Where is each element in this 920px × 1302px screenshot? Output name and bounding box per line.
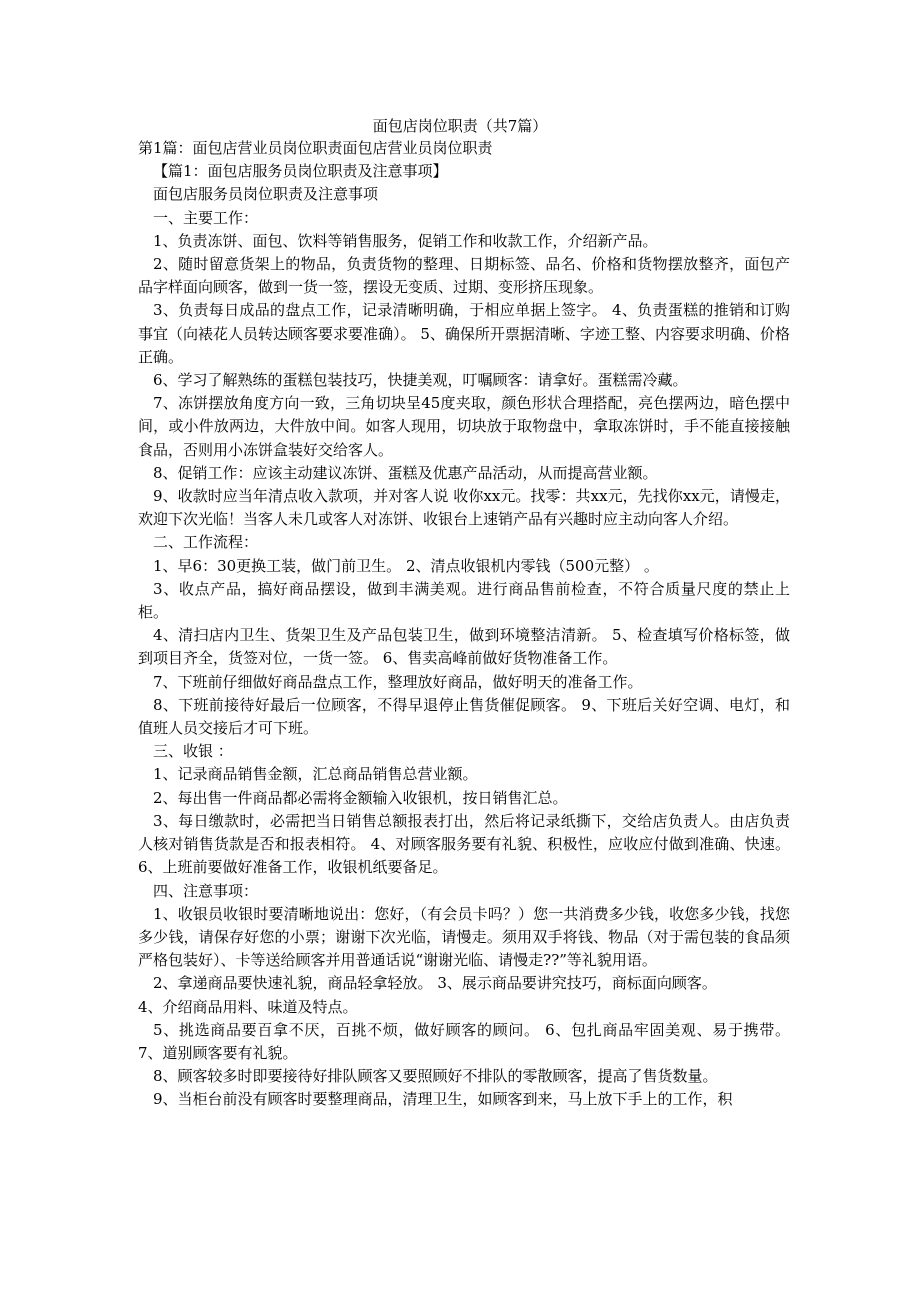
paragraph: 8、顾客较多时即要接待好排队顾客又要照顾好不排队的零散顾客，提高了售货数量。 (153, 1067, 718, 1086)
article-subtitle: 面包店服务员岗位职责及注意事项 (153, 185, 379, 204)
paragraph: 4、介绍商品用料、味道及特点。 (138, 997, 358, 1016)
paragraph: 1、早6：30更换工装，做门前卫生。 2、清点收银机内零钱（500元整） 。 (153, 556, 659, 575)
article-heading: 【篇1：面包店服务员岗位职责及注意事项】 (153, 162, 448, 181)
section-heading-part1: 第1篇：面包店营业员岗位职责面包店营业员岗位职责 (138, 139, 493, 157)
paragraph: 5、挑选商品要百拿不厌，百挑不烦，做好顾客的顾问。 6、包扎商品牢固美观、易于携带。 7、道别顾客要有礼貌。 (138, 1020, 790, 1062)
paragraph: 9、收款时应当年清点收入款项，并对客人说 收你xx元。找零：共xx元，先找你xx元，请慢走，欢迎下次光临！当客人未几或客人对冻饼、收银台上速销产品有兴趣时应主动向客人介绍。 (138, 487, 790, 529)
paragraph: 7、下班前仔细做好商品盘点工作，整理放好商品，做好明天的准备工作。 (153, 672, 643, 691)
paragraph: 7、冻饼摆放角度方向一致，三角切块呈45度夹取，颜色形状合理搭配，亮色摆两边，暗色摆中间，或小件放两边，大件放中间。如客人现用，切块放于取物盘中，拿取冻饼时，手不能直接接触食品，否则用小冻饼盒装好交给客人。 (138, 394, 790, 459)
paragraph: 3、每日缴款时，必需把当日销售总额报表打出，然后将记录纸撕下，交给店负责人。由店负责人核对销售货款是否和报表相符。 4、对顾客服务要有礼貌、积极性，应收应付做到准确、快速。 6、上班前要做好准备工作，收银机纸要备足。 (138, 811, 790, 877)
section-heading-cashier: 三、收银 ： (153, 742, 233, 761)
paragraph: 1、负责冻饼、面包、饮料等销售服务，促销工作和收款工作，介绍新产品。 (153, 231, 658, 250)
paragraph: 9、当柜台前没有顾客时要整理商品，清理卫生，如顾客到来，马上放下手上的工作，积 (153, 1090, 733, 1109)
paragraph: 4、清扫店内卫生、货架卫生及产品包装卫生，做到环境整洁清新。 5、检查填写价格标签，做到项目齐全，货签对位，一货一签。 6、售卖高峰前做好货物准备工作。 (138, 626, 790, 668)
paragraph: 3、负责每日成品的盘点工作，记录清晰明确，于相应单据上签字。 4、负责蛋糕的推销和订购事宜（向裱花人员转达顾客要求要准确）。 5、确保所开票据清晰、字迹工整、内容要求明确、价格正确。 (138, 301, 790, 366)
document-title: 面包店岗位职责（共7篇） (372, 117, 548, 135)
paragraph: 2、拿递商品要快速礼貌，商品轻拿轻放。 3、展示商品要讲究技巧，商标面向顾客。 (153, 974, 717, 993)
paragraph: 2、随时留意货架上的物品，负责货物的整理、日期标签、品名、价格和货物摆放整齐，面包产品字样面向顾客，做到一货一签，摆设无变质、过期、变形挤压现象。 (138, 255, 790, 297)
paragraph: 8、下班前接待好最后一位顾客，不得早退停止售货催促顾客。 9、下班后关好空调、电灯，和值班人员交接后才可下班。 (138, 695, 790, 738)
paragraph: 3、收点产品，搞好商品摆设，做到丰满美观。进行商品售前检查，不符合质量尺度的禁止上柜。 (138, 579, 790, 622)
document-body (138, 137, 790, 1112)
paragraph: 2、每出售一件商品都必需将金额输入收银机，按日销售汇总。 (153, 788, 568, 807)
paragraph: 8、促销工作：应该主动建议冻饼、蛋糕及优惠产品活动，从而提高营业额。 (153, 463, 658, 482)
section-heading-notes: 四、注意事项： (153, 881, 259, 900)
paragraph: 1、收银员收银时要清晰地说出：您好，（有会员卡吗？）您一共消费多少钱，收您多少钱，找您多少钱，请保存好您的小票；谢谢下次光临，请慢走。须用双手将钱、物品（对于需包装的食品须严格包装好）、卡等送给顾客并用普通话说“谢谢光临、请慢走??”等礼貌用语。 (138, 904, 790, 970)
paragraph: 6、学习了解熟练的蛋糕包装技巧，快捷美观，叮嘱顾客：请拿好。蛋糕需冷藏。 (153, 371, 688, 390)
section-heading-main-work: 一、主要工作： (153, 208, 259, 227)
section-heading-workflow: 二、工作流程： (153, 533, 259, 552)
paragraph: 1、记录商品销售金额，汇总商品销售总营业额。 (153, 765, 478, 784)
